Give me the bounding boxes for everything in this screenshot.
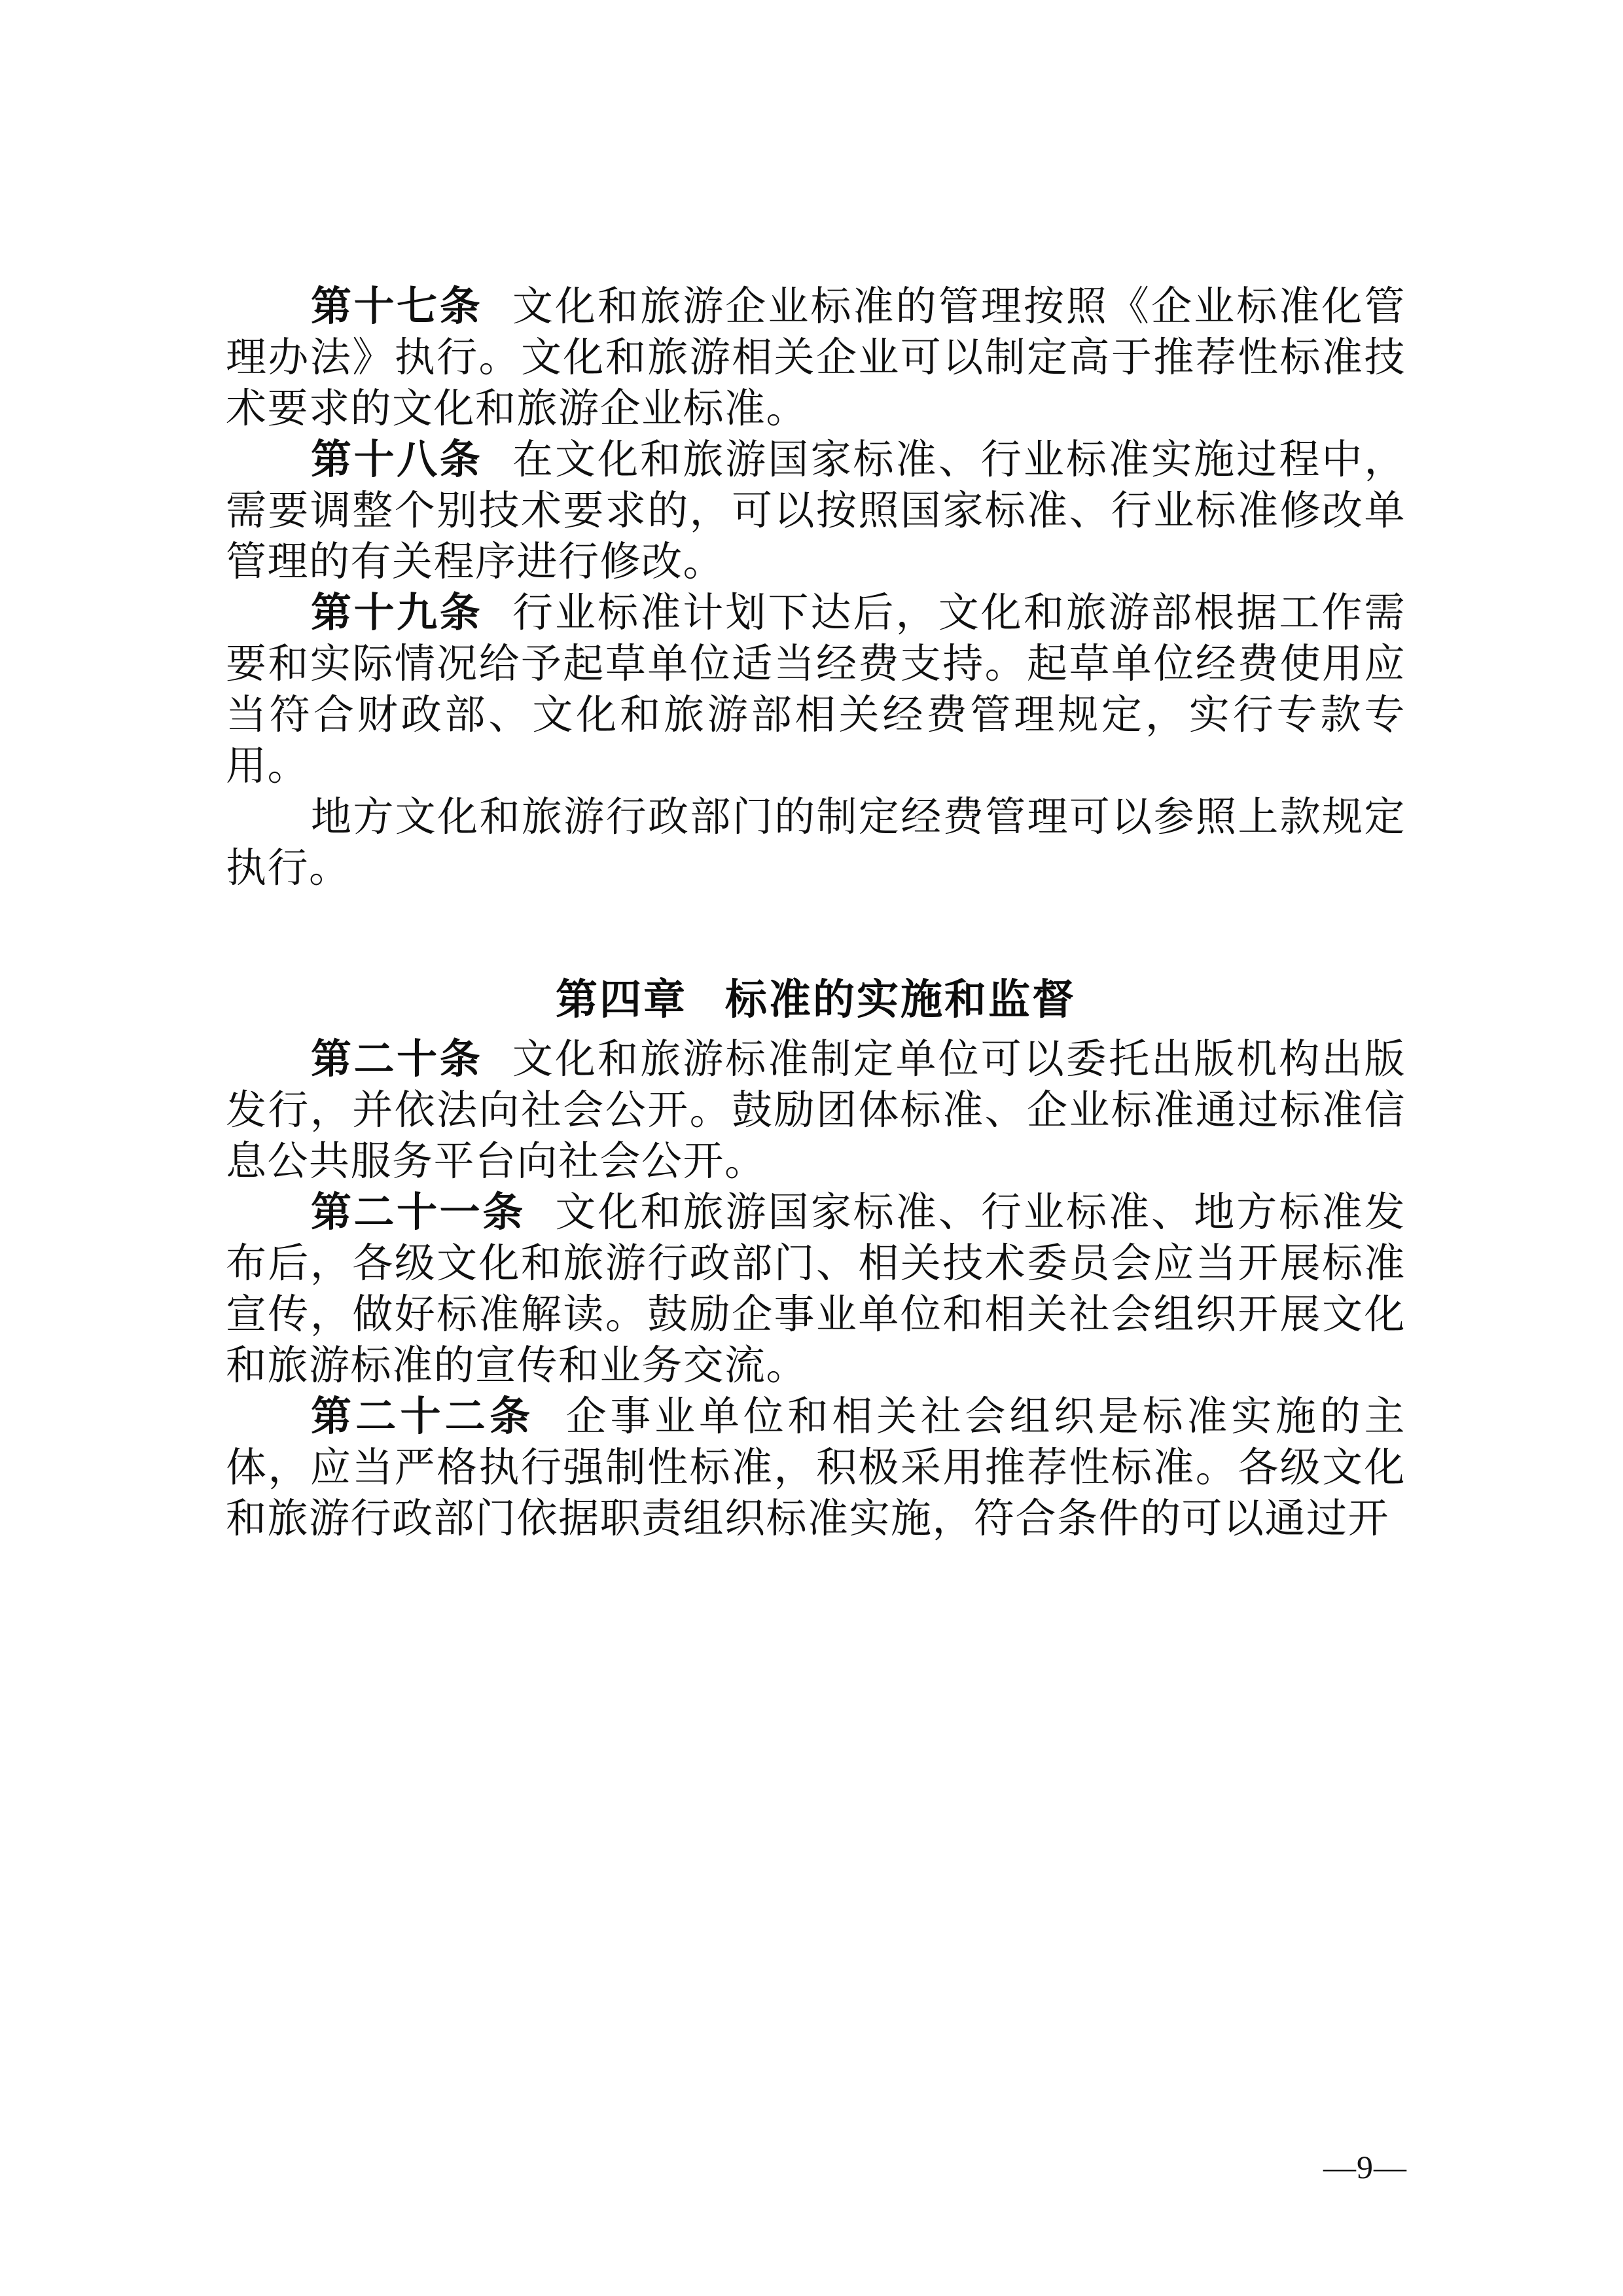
page-number: —9— — [1323, 2149, 1407, 2185]
chapter-heading — [226, 974, 1406, 1025]
article-label: 第十七条 — [311, 284, 483, 329]
article-label: 第二十一条 — [311, 1190, 526, 1235]
article-text: 文化和旅游国家标准、行业标准、地方标准发布后，各级文化和旅游行政部门、相关技术委员会应当开展标准宣传，做好标准解读。鼓励企事业单位和相关社会组织开展文化和旅游标准的宣传和业务交流。 — [226, 1191, 1406, 1388]
chapter-spacer-top — [226, 894, 1406, 974]
article-label: 第二十二条 — [311, 1394, 535, 1439]
article-text: 文化和旅游企业标准的管理按照《企业标准化管理办法》执行。文化和旅游相关企业可以制定高于推荐性标准技术要求的文化和旅游企业标准。 — [226, 285, 1406, 431]
article-paragraph — [226, 1034, 1406, 1187]
article-paragraph — [226, 1391, 1406, 1545]
chapter-spacer-bottom — [226, 1025, 1406, 1034]
article-text: 地方文化和旅游行政部门的制定经费管理可以参照上款规定执行。 — [226, 795, 1406, 891]
article-paragraph — [226, 435, 1406, 588]
chapter-title: 标准的实施和监督 — [725, 976, 1076, 1023]
article-text: 行业标准计划下达后，文化和旅游部根据工作需要和实际情况给予起草单位适当经费支持。起草单位经费使用应当符合财政部、文化和旅游部相关经费管理规定，实行专款专用。 — [226, 591, 1406, 789]
article-subparagraph — [226, 792, 1406, 894]
article-paragraph — [226, 281, 1406, 435]
article-label: 第十九条 — [311, 590, 483, 636]
chapter-number: 第四章 — [556, 976, 687, 1023]
article-paragraph — [226, 1187, 1406, 1391]
article-label: 第十八条 — [311, 437, 483, 482]
page-body-text — [226, 281, 1406, 1545]
article-paragraph — [226, 588, 1406, 792]
article-text: 在文化和旅游国家标准、行业标准实施过程中，需要调整个别技术要求的，可以按照国家标准、行业标准修改单管理的有关程序进行修改。 — [226, 438, 1406, 584]
article-text: 文化和旅游标准制定单位可以委托出版机构出版发行，并依法向社会公开。鼓励团体标准、企业标准通过标准信息公共服务平台向社会公开。 — [226, 1037, 1406, 1184]
article-label: 第二十条 — [311, 1037, 483, 1082]
article-text: 企事业单位和相关社会组织是标准实施的主体，应当严格执行强制性标准，积极采用推荐性标准。各级文化和旅游行政部门依据职责组织标准实施，符合条件的可以通过开 — [226, 1395, 1406, 1541]
